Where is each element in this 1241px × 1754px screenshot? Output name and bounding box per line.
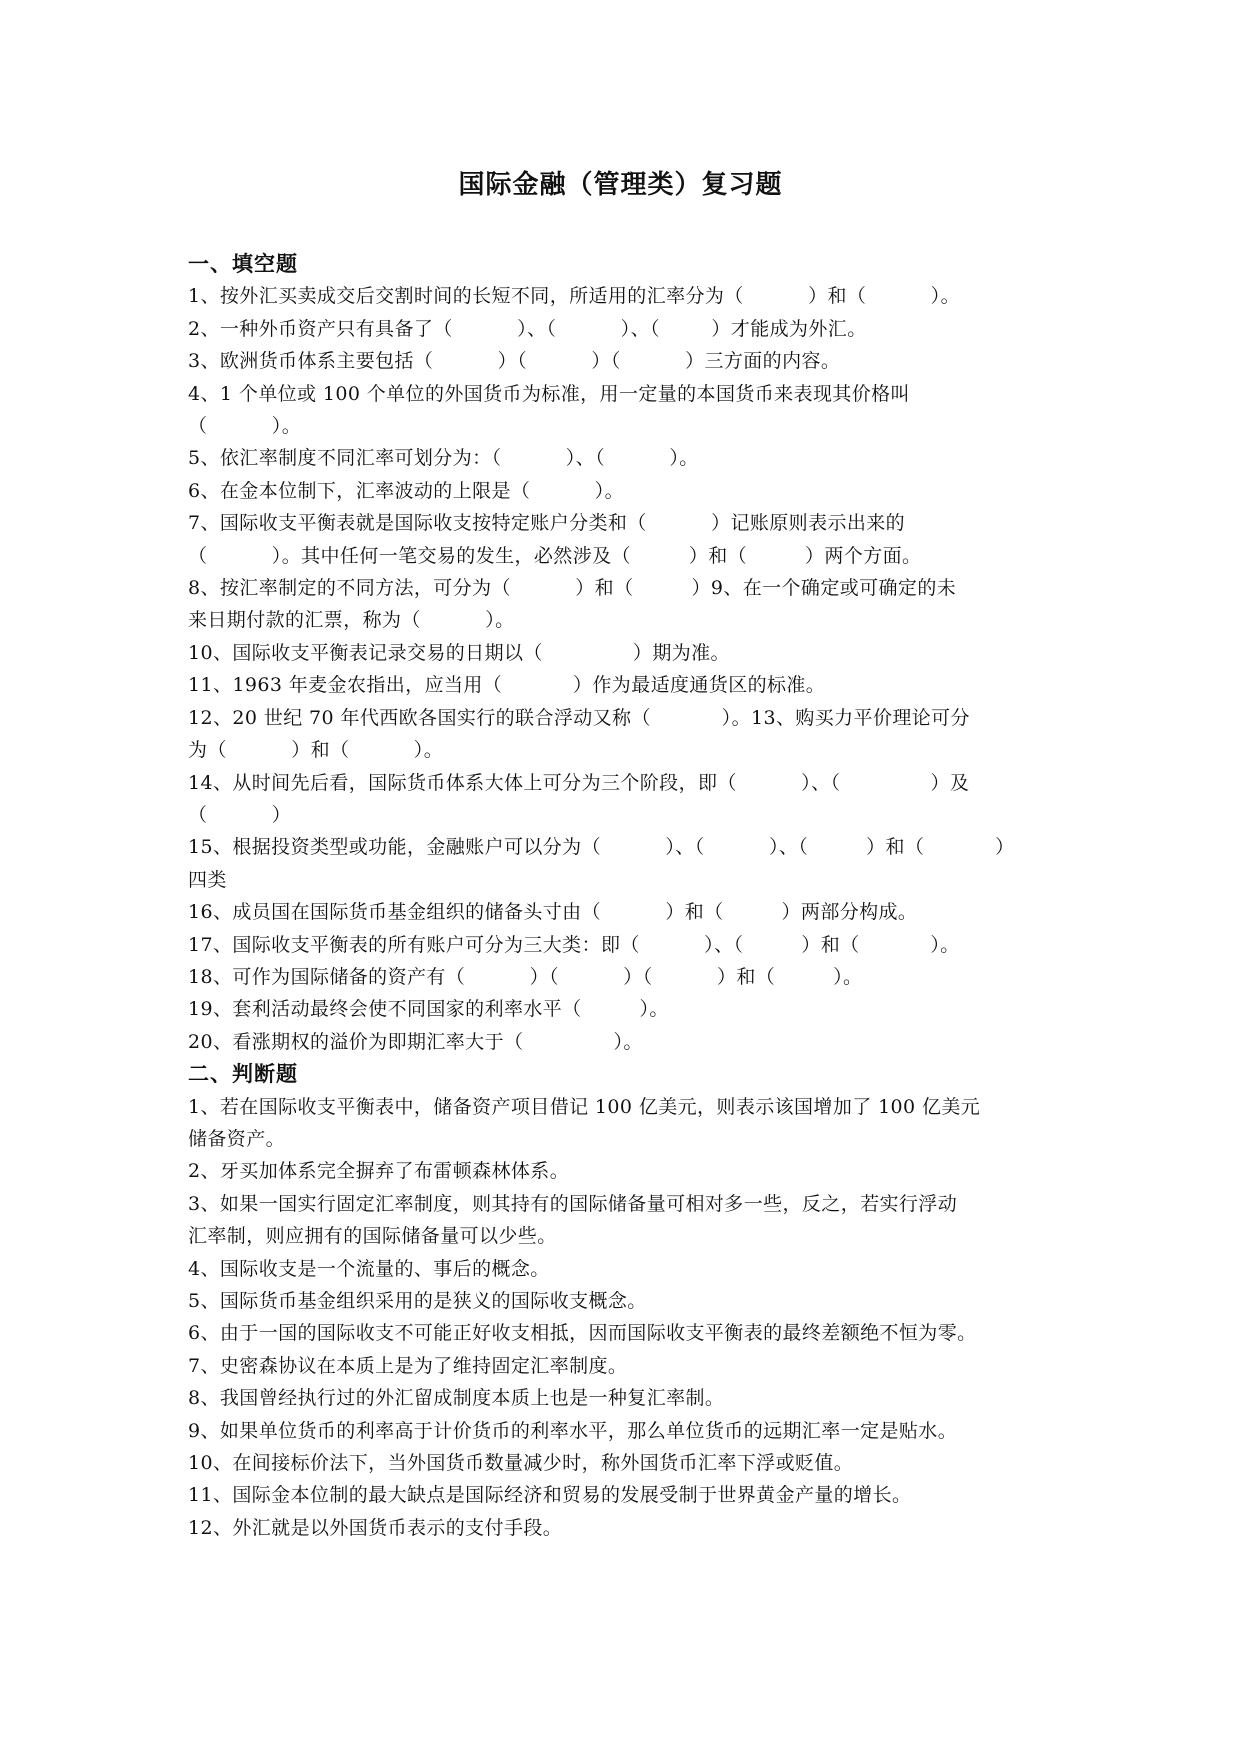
question-line: 4、国际收支是一个流量的、事后的概念。 [188,1257,550,1280]
question-line: 2、牙买加体系完全摒弃了布雷顿森林体系。 [188,1160,570,1183]
document-body [188,248,1108,1544]
question-line: 9、如果单位货币的利率高于计价货币的利率水平，那么单位货币的远期汇率一定是贴水。 [188,1419,958,1442]
question-line: 15、根据投资类型或功能，金融账户可以分为（ ）、（ ）、（ ）和（ ） [188,836,1015,859]
question-line: 2、一种外币资产只有具备了（ ）、（ ）、（ ）才能成为外汇。 [188,317,867,340]
question-line: 1、若在国际收支平衡表中，储备资产项目借记 100 亿美元，则表示该国增加了 100 亿美元 [188,1095,981,1118]
question-line: （ ）。其中任何一笔交易的发生，必然涉及（ ）和（ ）两个方面。 [188,544,922,567]
question-line: 6、由于一国的国际收支不可能正好收支相抵，因而国际收支平衡表的最终差额绝不恒为零。 [188,1322,977,1345]
question-line: 7、史密森协议在本质上是为了维持固定汇率制度。 [188,1354,628,1377]
question-line: 11、1963 年麦金农指出，应当用（ ）作为最适度通货区的标准。 [188,674,826,697]
question-line: 5、依汇率制度不同汇率可划分为：（ ）、（ ）。 [188,447,699,470]
question-line: 7、国际收支平衡表就是国际收支按特定账户分类和（ ）记账原则表示出来的 [188,512,906,535]
question-line: 19、套利活动最终会使不同国家的利率水平（ ）。 [188,998,669,1021]
question-line: 8、我国曾经执行过的外汇留成制度本质上也是一种复汇率制。 [188,1387,725,1410]
question-line: 储备资产。 [188,1127,286,1150]
question-line: 6、在金本位制下，汇率波动的上限是（ ）。 [188,479,624,502]
question-line: 四类 [188,868,227,891]
question-line: 14、从时间先后看，国际货币体系大体上可分为三个阶段，即（ ）、（ ）及 [188,771,970,794]
question-line: （ ） [188,803,292,826]
question-line: 3、如果一国实行固定汇率制度，则其持有的国际储备量可相对多一些，反之，若实行浮动 [188,1192,958,1215]
question-line: 为（ ）和（ ）。 [188,739,444,762]
question-line: （ ）。 [188,415,302,438]
question-line: 10、在间接标价法下，当外国货币数量减少时，称外国货币汇率下浮或贬值。 [188,1452,854,1475]
question-line: 20、看涨期权的溢价为即期汇率大于（ ）。 [188,1030,643,1053]
document-title: 国际金融（管理类）复习题 [458,170,783,200]
question-line: 11、国际金本位制的最大缺点是国际经济和贸易的发展受制于世界黄金产量的增长。 [188,1484,912,1507]
question-line: 12、外汇就是以外国货币表示的支付手段。 [188,1516,563,1539]
question-line: 3、欧洲货币体系主要包括（ ）（ ）（ ）三方面的内容。 [188,350,841,373]
question-line: 18、可作为国际储备的资产有（ ）（ ）（ ）和（ ）。 [188,965,863,988]
question-line: 12、20 世纪 70 年代西欧各国实行的联合浮动又称（ ）。13、购买力平价理论可分 [188,706,970,729]
question-line: 8、按汇率制定的不同方法，可分为（ ）和（ ）9、在一个确定或可确定的未 [188,577,957,600]
question-line: 1、按外汇买卖成交后交割时间的长短不同，所适用的汇率分为（ ）和（ ）。 [188,285,960,308]
question-line: 来日期付款的汇票，称为（ ）。 [188,609,515,632]
question-line: 5、国际货币基金组织采用的是狭义的国际收支概念。 [188,1290,647,1312]
question-line: 汇率制，则应拥有的国际储备量可以少些。 [188,1225,557,1248]
question-line: 10、国际收支平衡表记录交易的日期以（ ）期为准。 [188,641,730,664]
question-line: 17、国际收支平衡表的所有账户可分为三大类：即（ ）、（ ）和（ ）。 [188,933,960,956]
question-line: 4、1 个单位或 100 个单位的外国货币为标准，用一定量的本国货币来表现其价格叫 [188,382,910,405]
section-heading: 二、判断题 [188,1062,298,1087]
section-heading: 一、填空题 [188,252,298,276]
question-line: 16、成员国在国际货币基金组织的储备头寸由（ ）和（ ）两部分构成。 [188,901,918,924]
